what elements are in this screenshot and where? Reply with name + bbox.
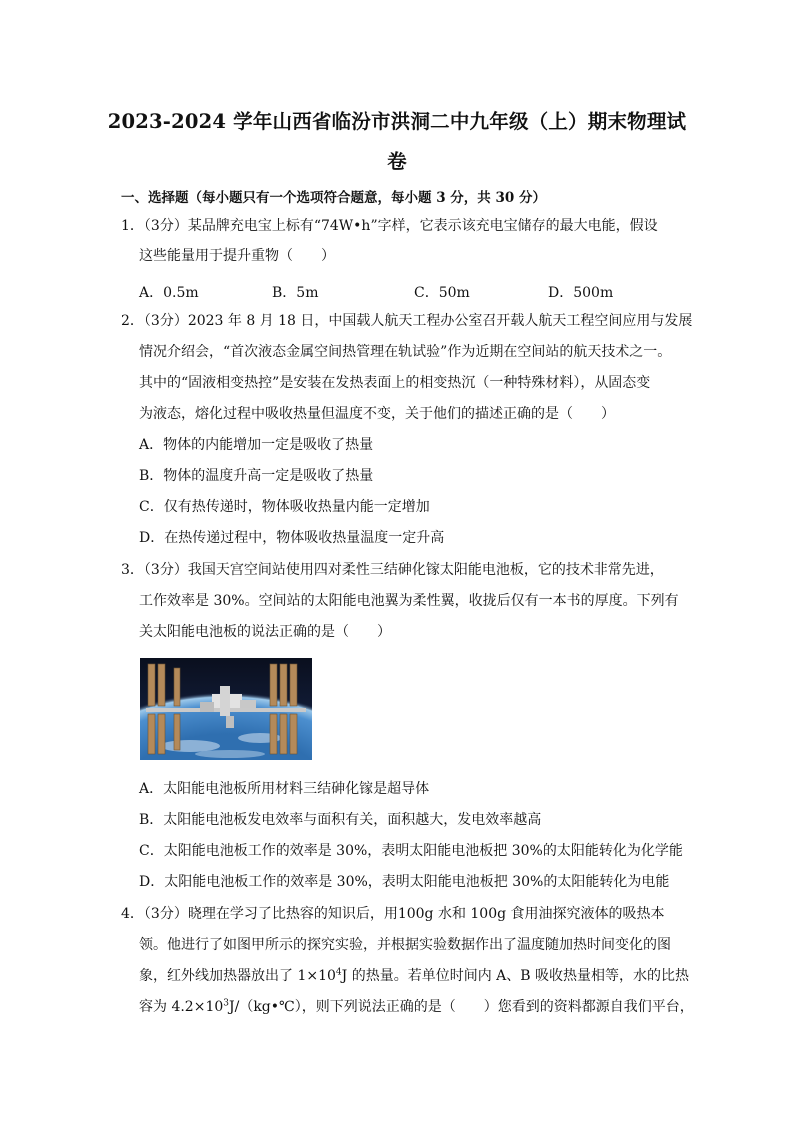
q1-option-b: B．5m xyxy=(272,285,319,301)
q1-stem-line-2: 这些能量用于提升重物（ ） xyxy=(139,248,335,264)
space-station-photo xyxy=(140,658,312,760)
page-title-continued: 卷 xyxy=(387,150,407,173)
q1-stem-line-1: 1．（3分）某品牌充电宝上标有“74W•h”字样，它表示该充电宝储存的最大电能，假设 xyxy=(121,218,658,234)
q3-stem-line-2: 工作效率是 30%。空间站的太阳能电池翼为柔性翼，收拢后仅有一本书的厚度。下列有 xyxy=(139,593,679,609)
q2-option-c: C．仅有热传递时，物体吸收热量内能一定增加 xyxy=(139,499,430,515)
section-heading: 一、选择题（每小题只有一个选项符合题意，每小题 3 分，共 30 分） xyxy=(121,190,546,206)
q4-stem-line-3: 象，红外线加热器放出了 $1\times 10^4J$ 的热量。若单位时间内 A、B 吸收热量相等，水的比热 xyxy=(139,967,690,984)
q3-option-a: A．太阳能电池板所用材料三结砷化镓是超导体 xyxy=(139,781,430,797)
q2-stem-line-1: 2．（3分）2023 年 8 月 18 日，中国载人航天工程办公室召开载人航天工程空间应用与发展 xyxy=(121,313,693,329)
q2-option-a: A．物体的内能增加一定是吸收了热量 xyxy=(139,437,374,453)
q2-stem-line-4: 为液态，熔化过程中吸收热量但温度不变，关于他们的描述正确的是（ ） xyxy=(139,406,615,422)
q1-option-c: C．50m xyxy=(414,285,470,301)
q4-stem-line-1: 4．（3分）晓理在学习了比热容的知识后，用100g 水和 100g 食用油探究液体的吸热本 xyxy=(121,906,665,922)
q3-stem-line-1: 3．（3分）我国天宫空间站使用四对柔性三结砷化镓太阳能电池板，它的技术非常先进， xyxy=(121,562,664,578)
q3-option-c: C．太阳能电池板工作的效率是 30%，表明太阳能电池板把 30%的太阳能转化为化学能 xyxy=(139,843,683,859)
q2-option-b: B．物体的温度升高一定是吸收了热量 xyxy=(139,468,374,484)
q3-option-d: D．太阳能电池板工作的效率是 30%，表明太阳能电池板把 30%的太阳能转化为电能 xyxy=(139,874,670,890)
page-title: 2023-2024 学年山西省临汾市洪洞二中九年级（上）期末物理试 xyxy=(107,110,687,133)
q2-option-d: D．在热传递过程中，物体吸收热量温度一定升高 xyxy=(139,530,445,546)
q4-stem-line-2: 领。他进行了如图甲所示的探究实验，并根据实验数据作出了温度随加热时间变化的图 xyxy=(139,937,671,953)
q3-option-b: B．太阳能电池板发电效率与面积有关，面积越大，发电效率越高 xyxy=(139,812,542,828)
q4-stem-line-4: 容为 $4.2\times 10^3J/(kg•℃)$，则下列说法正确的是（ ）您看到的资料都源自我们平台， xyxy=(139,998,694,1015)
q2-stem-line-2: 情况介绍会，“首次液态金属空间热管理在轨试验”作为近期在空间站的航天技术之一。 xyxy=(139,344,672,360)
q3-stem-line-3: 关太阳能电池板的说法正确的是（ ） xyxy=(139,624,391,640)
q2-stem-line-3: 其中的“固液相变热控”是安装在发热表面上的相变热沉（一种特殊材料），从固态变 xyxy=(139,375,651,391)
q1-option-a: A．0.5m xyxy=(139,285,199,301)
q1-option-d: D．500m xyxy=(548,285,614,301)
